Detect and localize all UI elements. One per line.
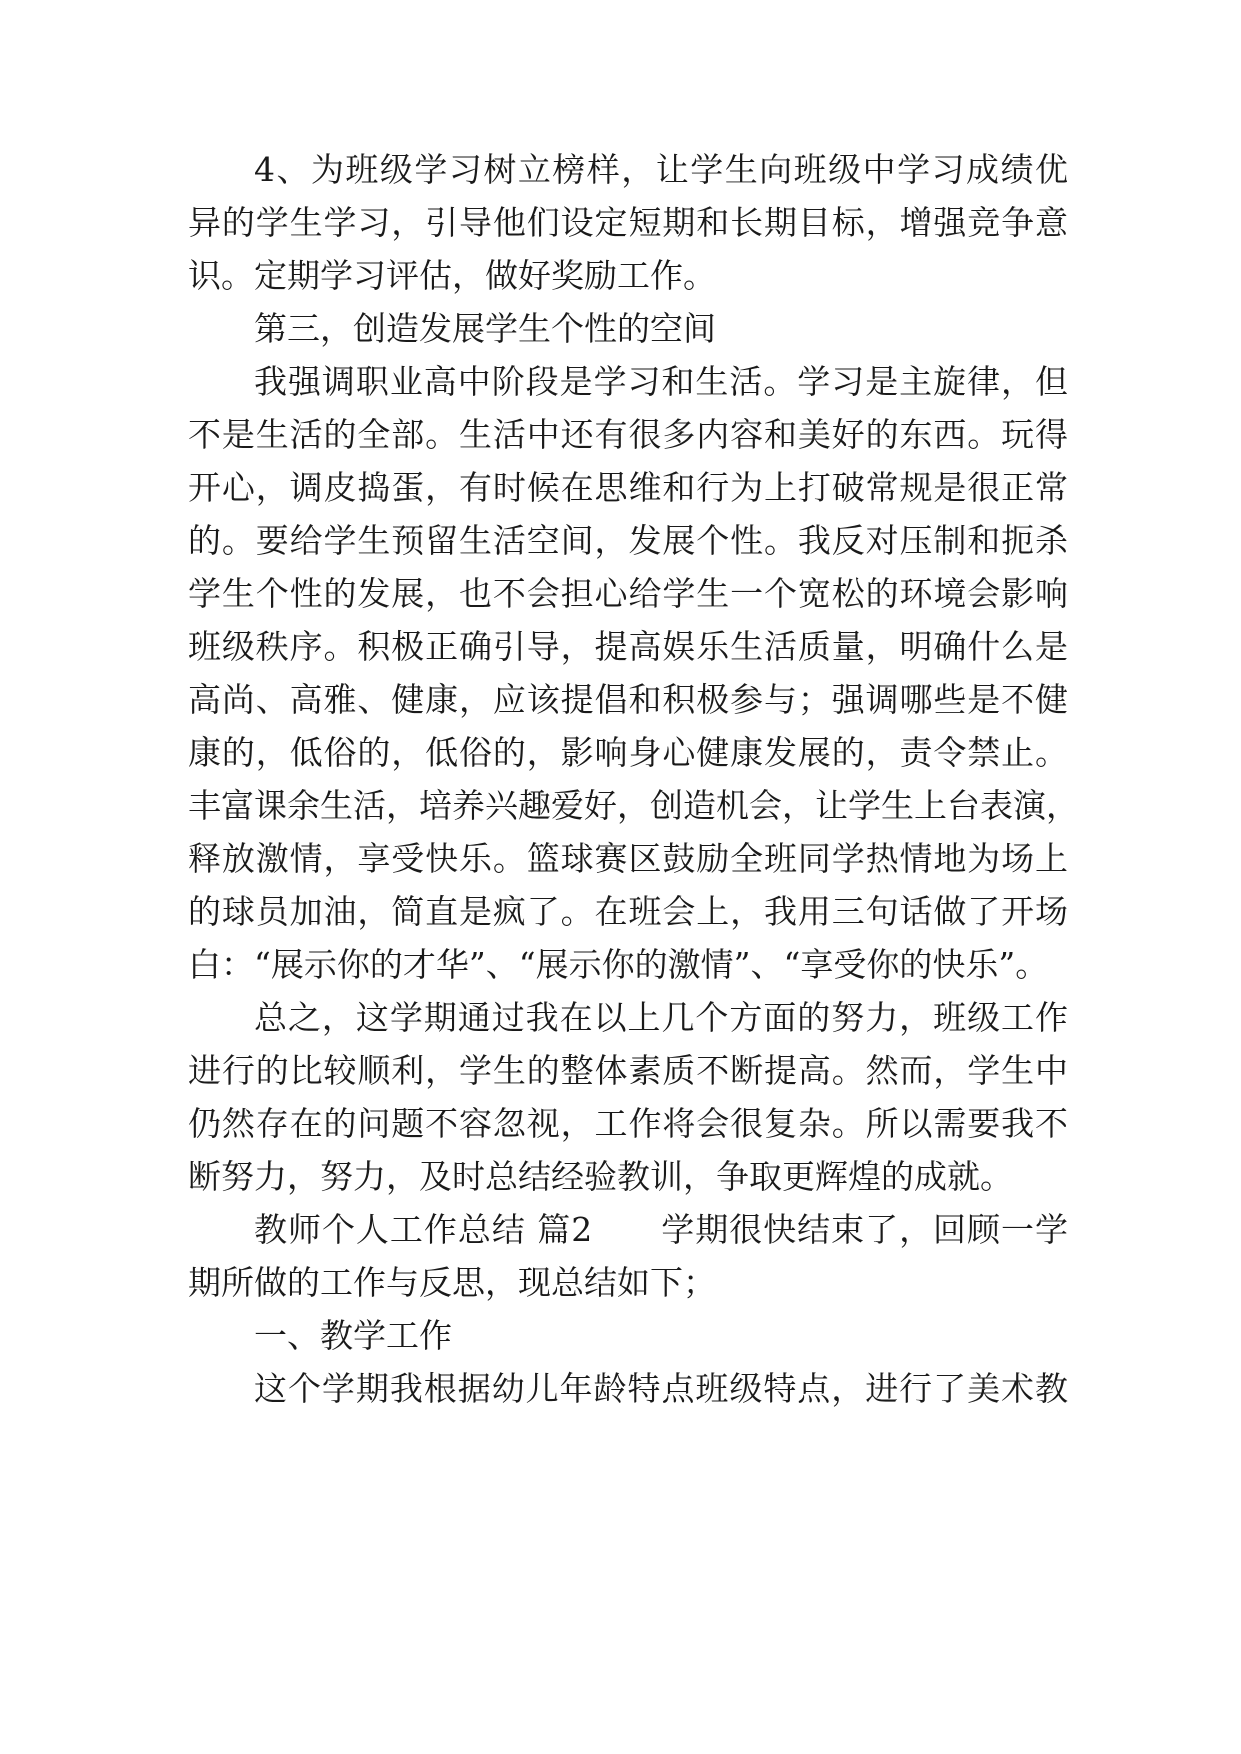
- paragraph-line: 教师个人工作总结 篇2 学期很快结束了，回顾一学: [254, 1210, 1068, 1249]
- paragraph-line: 我强调职业高中阶段是学习和生活。学习是主旋律，但: [254, 362, 1068, 401]
- paragraph-line: 进行的比较顺利，学生的整体素质不断提高。然而，学生中: [188, 1051, 1068, 1090]
- paragraph-line: 总之，这学期通过我在以上几个方面的努力，班级工作: [254, 998, 1068, 1037]
- paragraph-line: 高尚、高雅、健康，应该提倡和积极参与；强调哪些是不健: [188, 680, 1068, 719]
- paragraph-line: 期所做的工作与反思，现总结如下；: [188, 1263, 716, 1302]
- paragraph-line: 断努力，努力，及时总结经验教训，争取更辉煌的成就。: [188, 1157, 1013, 1196]
- paragraph-line: 这个学期我根据幼儿年龄特点班级特点，进行了美术教: [254, 1369, 1068, 1408]
- paragraph-line: 释放激情，享受快乐。篮球赛区鼓励全班同学热情地为场上: [188, 839, 1068, 878]
- paragraph-line: 4、为班级学习树立榜样，让学生向班级中学习成绩优: [254, 150, 1068, 189]
- paragraph-line: 的。要给学生预留生活空间，发展个性。我反对压制和扼杀: [188, 521, 1068, 560]
- paragraph-line: 班级秩序。积极正确引导，提高娱乐生活质量，明确什么是: [188, 627, 1068, 666]
- paragraph-line: 丰富课余生活，培养兴趣爱好，创造机会，让学生上台表演，: [188, 786, 1079, 825]
- paragraph-line: 不是生活的全部。生活中还有很多内容和美好的东西。玩得: [188, 415, 1068, 454]
- paragraph-line: 开心，调皮捣蛋，有时候在思维和行为上打破常规是很正常: [188, 468, 1068, 507]
- paragraph-line: 的球员加油，简直是疯了。在班会上，我用三句话做了开场: [188, 892, 1068, 931]
- section-heading: 第三，创造发展学生个性的空间: [254, 309, 716, 348]
- paragraph-line: 学生个性的发展，也不会担心给学生一个宽松的环境会影响: [188, 574, 1068, 613]
- paragraph-line: 白：“展示你的才华”、“展示你的激情”、“享受你的快乐”。: [188, 945, 1049, 984]
- paragraph-line: 康的，低俗的，低俗的，影响身心健康发展的，责令禁止。: [188, 733, 1068, 772]
- paragraph-line: 识。定期学习评估，做好奖励工作。: [188, 256, 716, 295]
- paragraph-line: 异的学生学习，引导他们设定短期和长期目标，增强竞争意: [188, 203, 1068, 242]
- section-heading: 一、教学工作: [254, 1316, 452, 1355]
- paragraph-line: 仍然存在的问题不容忽视，工作将会很复杂。所以需要我不: [188, 1104, 1068, 1143]
